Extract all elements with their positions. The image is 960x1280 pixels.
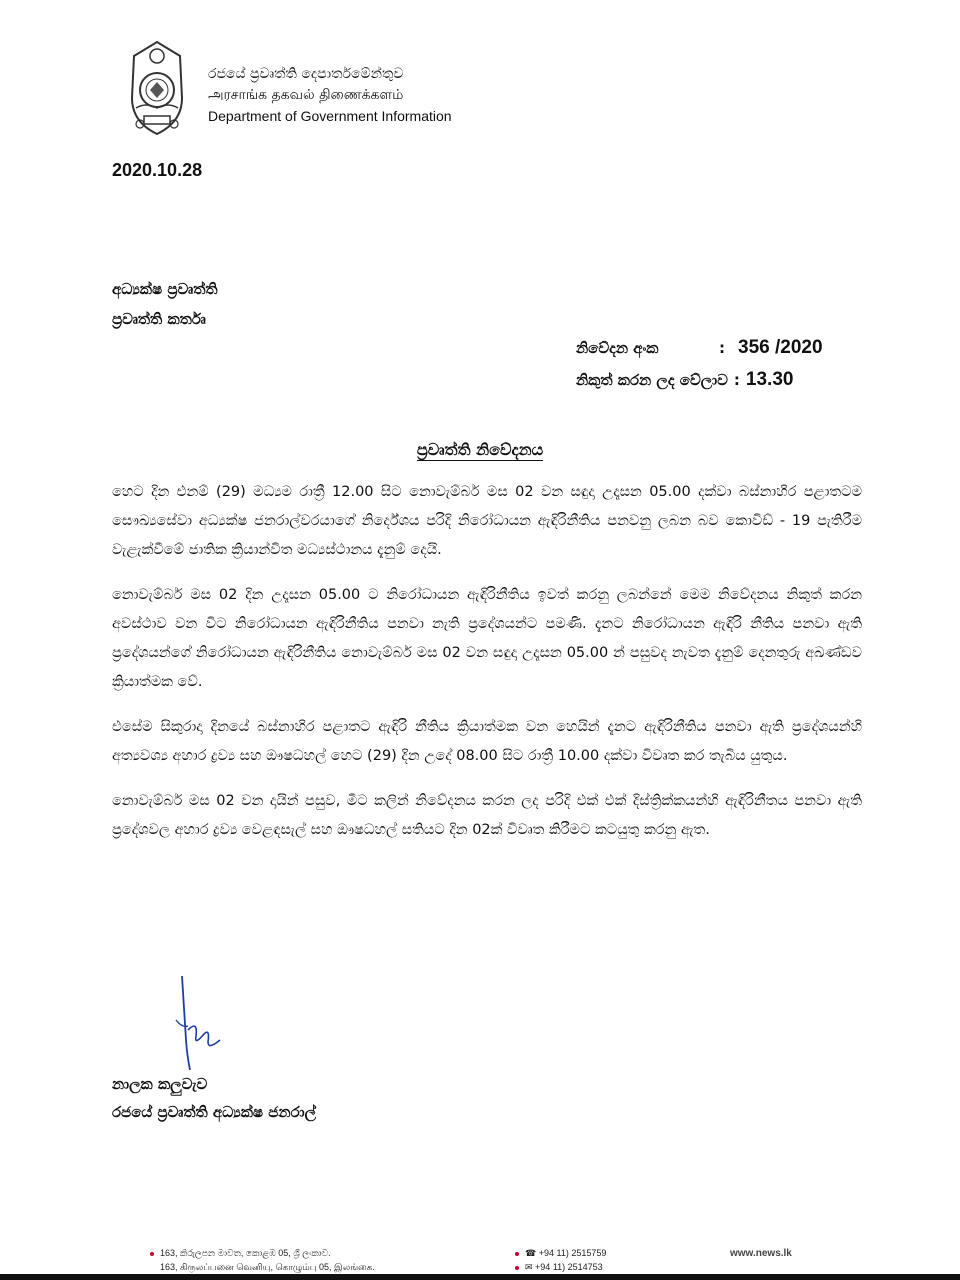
reference-block (576, 332, 823, 396)
issue-time-value: 13.30 (745, 369, 794, 390)
footer-address-tamil: 163, கிருலப்பனை வெனியு, கொழும்பு 05, இலங்கை. (160, 1262, 375, 1272)
fax-bullet-icon (515, 1266, 519, 1270)
signatory-title: රජයේ ප්‍රවෘත්ති අධ්‍යක්ෂ ජනරාල් (112, 1103, 317, 1121)
body-paragraph-1: හෙට දින එනම් (29) මධ්‍යම රාත්‍රී 12.00 සිට නොවැම්බර් මස 02 වන සඳුදා උදෑසන 05.00 දක්වා බස්නාහිර පළාතටම සෞඛ්‍යසේවා අධ්‍යක්ෂ ජනරාල්වරයාගේ නිර්දේශය පරිදි නිරෝධායන ඇඳිරිනීතිය පනවනු ලබන බව කොවිඩ් - 19 පැතිරීම වැළැක්වීමේ ජාතික ක්‍රියාන්විත මධ්‍යස්ථානය දැනුම් දෙයි. (112, 484, 862, 558)
department-name-english: Department of Government Information (208, 108, 452, 124)
scan-edge (0, 1274, 960, 1280)
footer-address (150, 1246, 375, 1274)
document-title-text: ප්‍රවෘත්ති නිවේදනය (416, 440, 544, 459)
release-number-row (576, 332, 823, 364)
issue-time-row (576, 364, 823, 396)
body-paragraph-4: නොවැම්බර් මස 02 වන දායින් පසුව, මීට කලින් නිවේදනය කරන ලද පරිදි එක් එක් දිස්ත්‍රික්කයන්හි ඇඳිරිනීතය පනවා ඇති ප්‍රදේශවල අහාර ද්‍රව්‍ය වෙළඳසැල් සහ ඖෂධහල් සතියට දින 02ක් විවෘත කිරීමට කටයුතු කරනු ඇත. (112, 793, 862, 838)
addressee-line-2: ප්‍රවෘත්ති කර්තෘ (112, 310, 206, 328)
footer-phone-1: +94 11) 2515759 (538, 1248, 607, 1258)
fax-icon: ✉ (525, 1262, 536, 1272)
signatory-block (112, 1070, 316, 1126)
release-body (112, 478, 862, 861)
issue-time-separator: : (733, 371, 740, 389)
sri-lanka-emblem-icon (122, 38, 192, 140)
release-number-value: 356 /2020 (738, 337, 823, 358)
body-paragraph-2: නොවැම්බර් මස 02 දින උදෑසන 05.00 ට නිරෝධායන ඇඳිරිනීතිය ඉවත් කරනු ලබන්නේ මෙම නිවේදනය නිකුත් කරන අවස්ථාව වන විට නිරෝධායන ඇඳිරිනීතිය පනවා නැති ප්‍රදේශයන්ට පමණි. දැනට නිරෝධායන ඇඳිරි නීතිය පනවා ඇති ප්‍රදේශයන්ගේ නිරෝධායන ඇඳිරිනීතිය නොවැම්බර් මස 02 වන සඳුදා උදෑසන 05.00 න් පසුවද නැවත දැනුම් දෙනතුරු අඛණ්ඩව ක්‍රියාත්මක වේ. (112, 587, 862, 690)
release-number-separator: : (719, 339, 725, 357)
phone-icon: ☎ (525, 1248, 539, 1258)
signatory-name: නාලක කලුවැව (112, 1075, 208, 1093)
footer-phone-2: +94 11) 2514753 (535, 1262, 603, 1272)
addressee-line-1: අධ්‍යක්ෂ ප්‍රවෘත්ති (112, 280, 218, 298)
phone-bullet-icon (515, 1252, 519, 1256)
department-name-tamil: அரசாங்க தகவல் திணைக்களம் (208, 87, 404, 103)
department-letterhead (208, 64, 452, 127)
addressee-block (112, 274, 218, 334)
footer-address-sinhala: 163, කිරුලපන මාවත, කොළඹ 05, ශ්‍රී ලංකාව. (160, 1248, 331, 1258)
footer-phones (515, 1246, 606, 1274)
document-title (0, 440, 960, 460)
body-paragraph-3: එසේම සිකුරාදා දිනයේ බස්නාහිර පළාතට ඇඳිරි නීතිය ක්‍රියාත්මක වන හෙයින් දැනට ඇඳිරිනීතිය පනවා ඇති ප්‍රදේශයන්හි අත්‍යවශ්‍ය අහාර ද්‍රව්‍ය සහ ඖෂධහල් හෙට (29) දින උදේ 08.00 සිට රාත්‍රී 10.00 දක්වා විවෘත කර තැබිය යුතුය. (112, 719, 862, 764)
department-name-sinhala: රජයේ ප්‍රවෘත්ති දෙපාර්තමේන්තුව (208, 66, 404, 82)
footer-website[interactable]: www.news.lk (730, 1248, 792, 1259)
issue-time-label: නිකුත් කරන ලද වේලාව (576, 371, 728, 389)
release-number-label: නිවේදන අංක (576, 339, 659, 357)
handwritten-signature (168, 970, 248, 1080)
release-date: 2020.10.28 (112, 160, 203, 180)
bullet-icon (150, 1252, 154, 1256)
